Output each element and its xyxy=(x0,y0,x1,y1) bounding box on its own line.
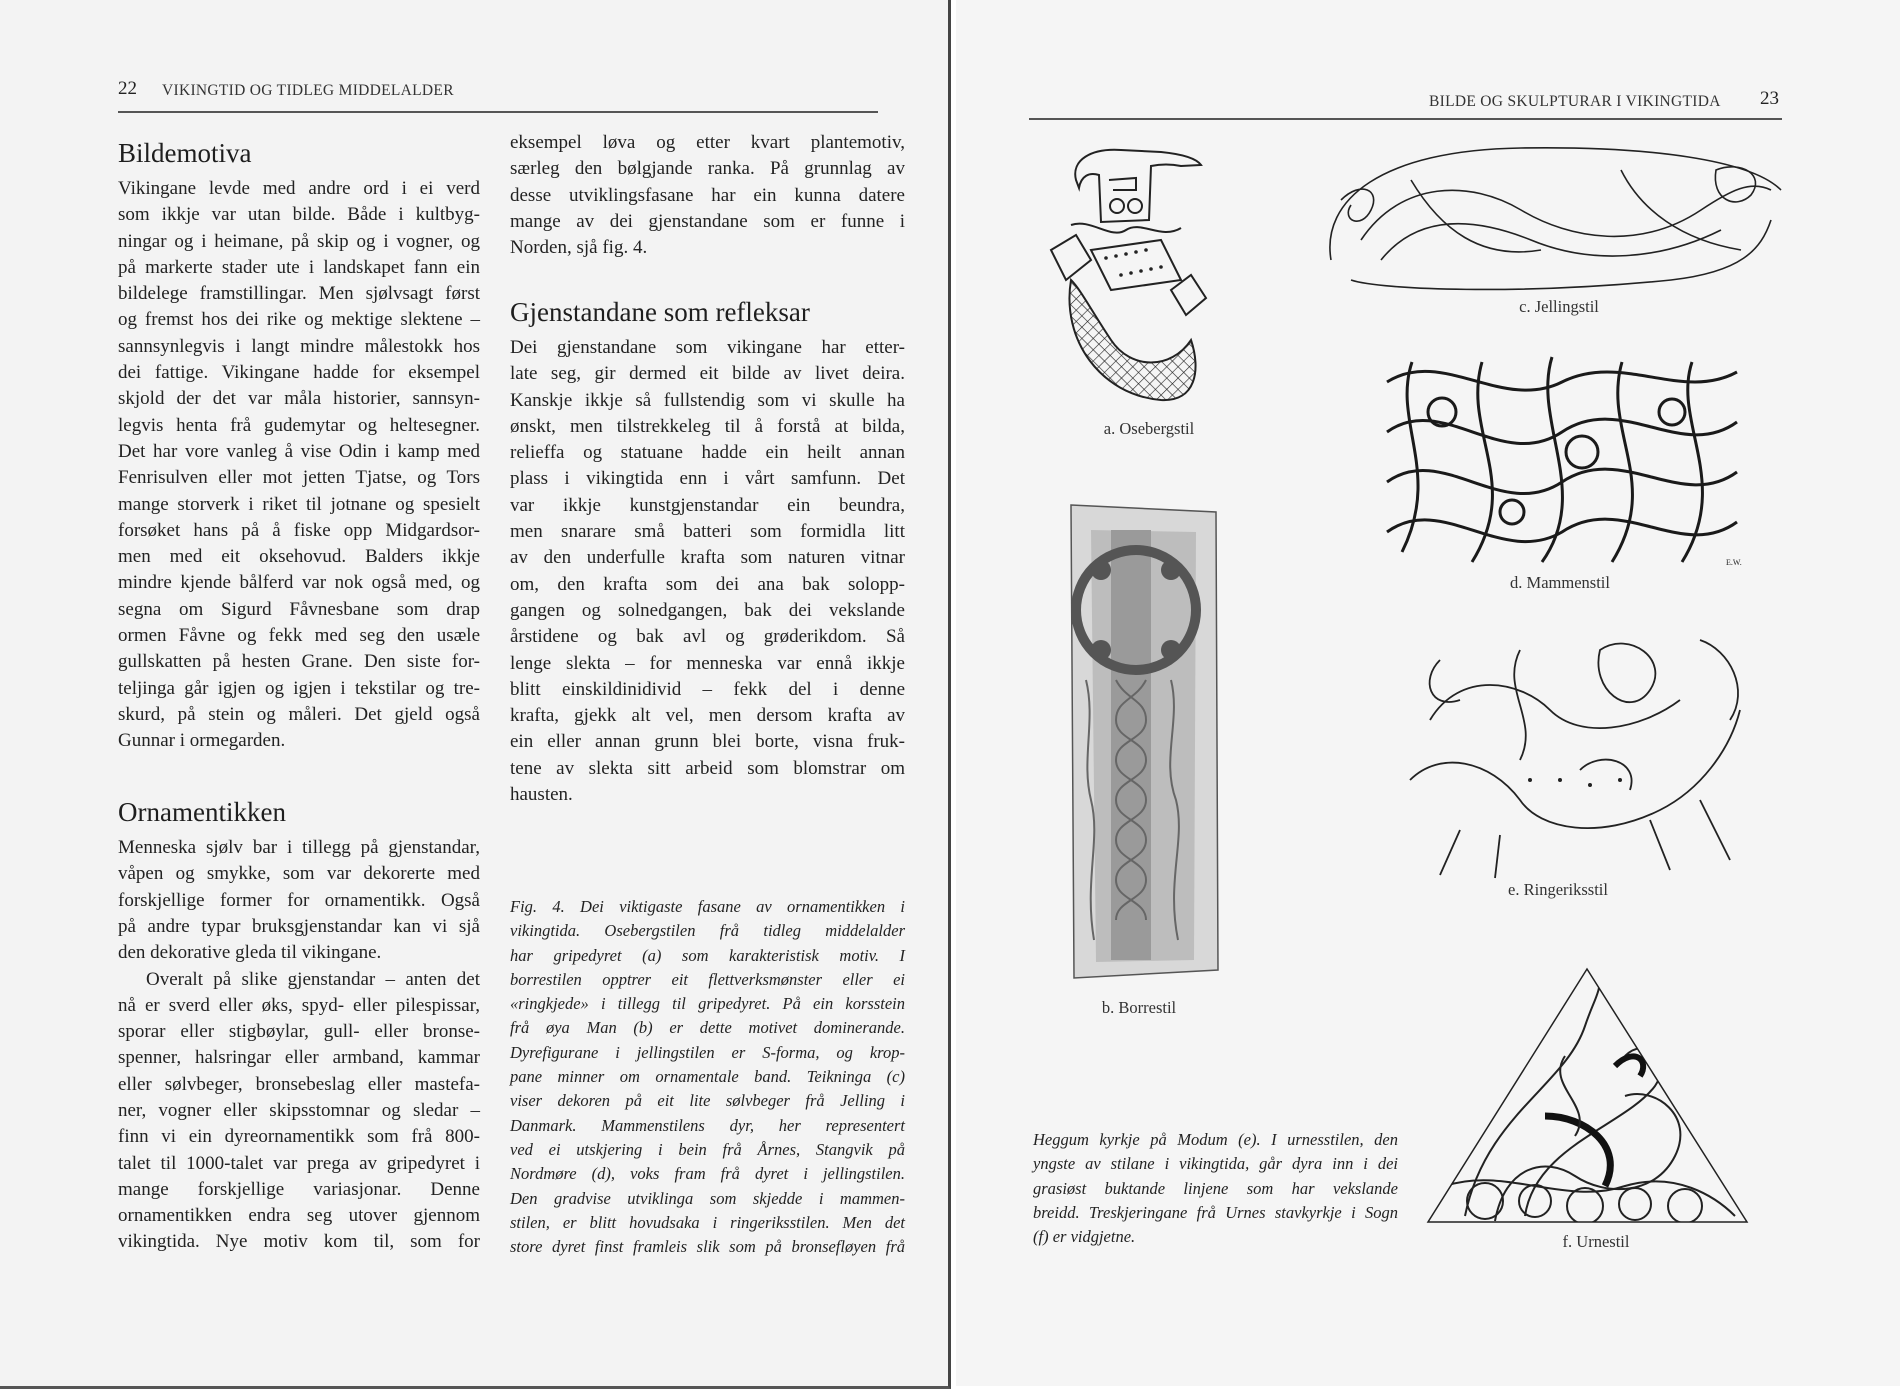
text-line: yngste av stilane i vikingtida, går dyra inn i dei xyxy=(1033,1154,1398,1174)
text-line: om, den krafta som dei ana bak solopp- xyxy=(510,573,905,595)
figure-label-e: e. Ringeriksstil xyxy=(1508,880,1608,899)
text-line: mange storverk i riket til jotnane og spesielt xyxy=(118,493,480,515)
text-line: ner, vogner eller skipsstomnar og sledar – xyxy=(118,1099,480,1121)
text-line: viser dekoren på eit lite sølvbeger frå Jelling i xyxy=(510,1091,905,1111)
figure-label-d: d. Mammenstil xyxy=(1510,573,1610,592)
jelling-beast-illustration xyxy=(1321,140,1786,295)
text-line: Dei gjenstandane som vikingane har etter- xyxy=(510,337,905,358)
running-head: BILDE OG SKULPTURAR I VIKINGTIDA xyxy=(1429,93,1721,110)
text-line: «ringkjede» i tillegg til gripedyret. På ein korsstein xyxy=(510,994,905,1014)
text-line: desse utviklingsfasane har ein kunna datere xyxy=(510,184,905,206)
text-line: frå øya Man (b) er dette motivet dominerande. xyxy=(510,1018,905,1038)
text-line: relieffa og statuane hadde ein heilt annan xyxy=(510,442,905,464)
running-head: VIKINGTID OG TIDLEG MIDDELALDER xyxy=(162,82,454,99)
paragraph xyxy=(118,967,480,1256)
figure-label-a: a. Osebergstil xyxy=(1103,419,1195,438)
text-line: krafta, gjekk alt vel, men dersom krafta av xyxy=(510,705,905,727)
text-line: Norden, sjå fig. 4. xyxy=(510,237,648,259)
text-line: bildelege framstillingar. Men sjølvsagt først xyxy=(118,283,480,305)
text-line: mange av dei gjenstandane som er funne i xyxy=(510,210,905,232)
text-line: gullskatten på hesten Grane. Den siste for- xyxy=(118,651,480,673)
text-line: teljinga går igjen og igjen i tekstilar og tre- xyxy=(118,677,480,699)
text-line: ønskt, men tilstrekkeleg til å forstå at bilda, xyxy=(510,415,905,437)
text-line: den dekorative gleda til vikingane. xyxy=(118,942,382,964)
text-line: late seg, gir dermed eit bilde av livet deira. xyxy=(510,363,905,385)
section-heading-gjenstandane: Gjenstandane som refleksar xyxy=(510,297,810,327)
text-line: Nordmøre (d), voks fram frå dyret i jellingstilen. xyxy=(510,1164,905,1184)
borre-cross-stone-illustration xyxy=(1066,500,1221,980)
text-line: skjold der det var måla historier, sannsyn- xyxy=(118,388,480,410)
text-line: Danmark. Mammenstilens dyr, her representert xyxy=(510,1115,905,1135)
text-line: Det har vore vanleg å vise Odin i kamp med xyxy=(118,440,480,462)
text-line: Menneska sjølv bar i tillegg på gjenstandar, xyxy=(118,837,480,858)
text-line: breidd. Treskjeringane frå Urnes stavkyrkje i Sogn xyxy=(1033,1202,1398,1222)
text-line: men snarare små batteri som formidla litt xyxy=(510,521,905,543)
right-page xyxy=(956,0,1900,1386)
text-line: gangen og solnedgangen, bak dei vekslande xyxy=(510,599,905,621)
text-line: Heggum kyrkje på Modum (e). I urnesstilen, den xyxy=(1033,1130,1398,1149)
text-line: vikingtida. Osebergstilen frå tidleg middelalder xyxy=(510,921,905,941)
illustrator-initials: E.W. xyxy=(1726,558,1742,567)
text-line: ein eller annan grunn blei borte, visna fruk- xyxy=(510,731,905,753)
section-heading-ornamentikken: Ornamentikken xyxy=(118,797,286,827)
figure-label-f: f. Urnestil xyxy=(1562,1232,1630,1251)
text-line: segna om Sigurd Fåvnesbane som drap xyxy=(118,598,480,620)
text-line: Gunnar i ormegarden. xyxy=(118,730,286,752)
left-page xyxy=(0,0,951,1389)
text-line: ved ei utskjering i bein frå Årnes, Stangvik på xyxy=(510,1139,905,1159)
mammen-beast-illustration xyxy=(1382,352,1742,572)
text-line: Fig. 4. Dei viktigaste fasane av ornamentikken i xyxy=(510,897,905,916)
text-line: nå er sverd eller øks, spyd- eller pilespissar, xyxy=(118,994,480,1016)
text-line: på markerte stader ute i landskapet fann ein xyxy=(118,256,480,278)
text-line: av den underfulle krafta som naturen vitnar xyxy=(510,547,905,569)
paragraph xyxy=(510,335,905,808)
page-number: 23 xyxy=(1760,88,1779,109)
text-line: legvis henta frå gudemytar og heltesegner. xyxy=(118,414,480,436)
text-line: hausten. xyxy=(510,784,573,806)
text-line: borrestilen opptrer eit flettverksmønster eller ei xyxy=(510,969,905,989)
text-line: (f) er vidgjetne. xyxy=(1033,1227,1136,1247)
text-line: har gripedyret (a) som karakteristisk motiv. I xyxy=(510,945,905,965)
text-line: ningar og i heimane, på skip og i vogner, og xyxy=(118,230,480,252)
figure-label-b: b. Borrestil xyxy=(1101,998,1177,1017)
paragraph xyxy=(510,130,905,261)
text-line: eksempel løva og etter kvart plantemotiv, xyxy=(510,132,905,153)
text-line: lenge slekta – for menneska var ennå ikkje xyxy=(510,652,905,674)
text-line: skurd, på stein og måleri. Det gjeld også xyxy=(118,703,480,725)
page-number: 22 xyxy=(118,78,137,99)
text-line: pane minner om ornamentale band. Teikninga (c) xyxy=(510,1067,905,1087)
oseberg-gripping-beast-illustration xyxy=(1031,140,1211,415)
header-rule xyxy=(1029,118,1782,120)
text-line: men med eit oksehovud. Balders ikkje xyxy=(118,546,480,568)
text-line: mange forskjellige variasjonar. Denne xyxy=(118,1178,480,1200)
text-line: Den gradvise utviklinga som skjedde i mammen- xyxy=(510,1188,905,1208)
section-heading-bildemotiva: Bildemotiva xyxy=(118,138,252,168)
text-line: finn vi ein dyreornamentikk som frå 800- xyxy=(118,1126,480,1148)
text-line: var ikkje kunstgjenstandar ein beundra, xyxy=(510,494,905,516)
text-line: forsøket hans på å fiske opp Midgardsor- xyxy=(118,519,480,541)
text-line: store dyret finst framleis slik som på bronsefløyen frå xyxy=(510,1237,905,1257)
text-line: stilen, er blitt hovudsaka i ringeriksstilen. Men det xyxy=(510,1212,905,1232)
figure-caption-continued xyxy=(1033,1128,1398,1249)
text-line: og fremst hos dei rike og mektige slektene – xyxy=(118,309,480,331)
text-line: som ikkje var utan bilde. Både i kultbyg- xyxy=(118,204,480,226)
text-line: på andre typar bruksgjenstandar kan vi sjå xyxy=(118,915,480,937)
paragraph xyxy=(118,176,480,755)
text-line: vikingtida. Nye motiv kom til, som for xyxy=(118,1231,480,1253)
text-line: sporar eller stigbøylar, gull- eller bronse- xyxy=(118,1021,480,1043)
text-line: sannsynlegvis i langt mindre målestokk hos xyxy=(118,335,480,357)
text-line: Overalt på slike gjenstandar – anten det xyxy=(146,968,480,990)
text-line: dei fattige. Vikingane hadde for eksempel xyxy=(118,362,480,384)
text-line: spenner, halsringar eller armband, kammar xyxy=(118,1047,480,1069)
text-line: ormen Fåvne og fekk med seg den usæle xyxy=(118,625,480,647)
paragraph xyxy=(118,835,480,966)
urnes-beast-illustration xyxy=(1425,966,1750,1226)
text-line: særleg den bølgjande ranka. På grunnlag av xyxy=(510,158,905,180)
text-line: blitt einskildinidivid – fekk del i denne xyxy=(510,678,905,700)
text-line: mindre kjende bålferd var nok også med, og xyxy=(118,572,480,594)
text-line: eller sølvbeger, bronsebeslag eller mastefa- xyxy=(118,1073,480,1095)
header-rule xyxy=(118,111,878,113)
figure-label-c: c. Jellingstil xyxy=(1519,297,1599,316)
text-line: Vikingane levde med andre ord i ei verd xyxy=(118,178,480,199)
text-line: Fenrisulven eller mot jetten Tjatse, og Tors xyxy=(118,467,480,489)
text-line: tene av slekta sitt arbeid som blomstrar om xyxy=(510,757,905,779)
text-line: forskjellige former for ornamentikk. Også xyxy=(118,889,480,911)
text-line: talet til 1000-talet var prega av gripedyret i xyxy=(118,1152,480,1174)
text-line: Dyrefigurane i jellingstilen er S-forma, og krop- xyxy=(510,1042,905,1062)
text-line: ornamentikken endra seg utover gjennom xyxy=(118,1205,480,1227)
text-line: Kanskje ikkje så fullstendig som vi skulle ha xyxy=(510,389,905,411)
text-line: årstidene og bak avl og grøderikdom. Så xyxy=(510,626,905,648)
text-line: grasiøst buktande linjene som har vekslande xyxy=(1033,1178,1398,1198)
text-line: plass i vikingtida enn i vårt samfunn. Det xyxy=(510,468,905,490)
figure-caption xyxy=(510,895,905,1259)
ringerike-beast-illustration xyxy=(1400,630,1765,880)
text-line: våpen og smykke, som var dekorerte med xyxy=(118,863,480,885)
